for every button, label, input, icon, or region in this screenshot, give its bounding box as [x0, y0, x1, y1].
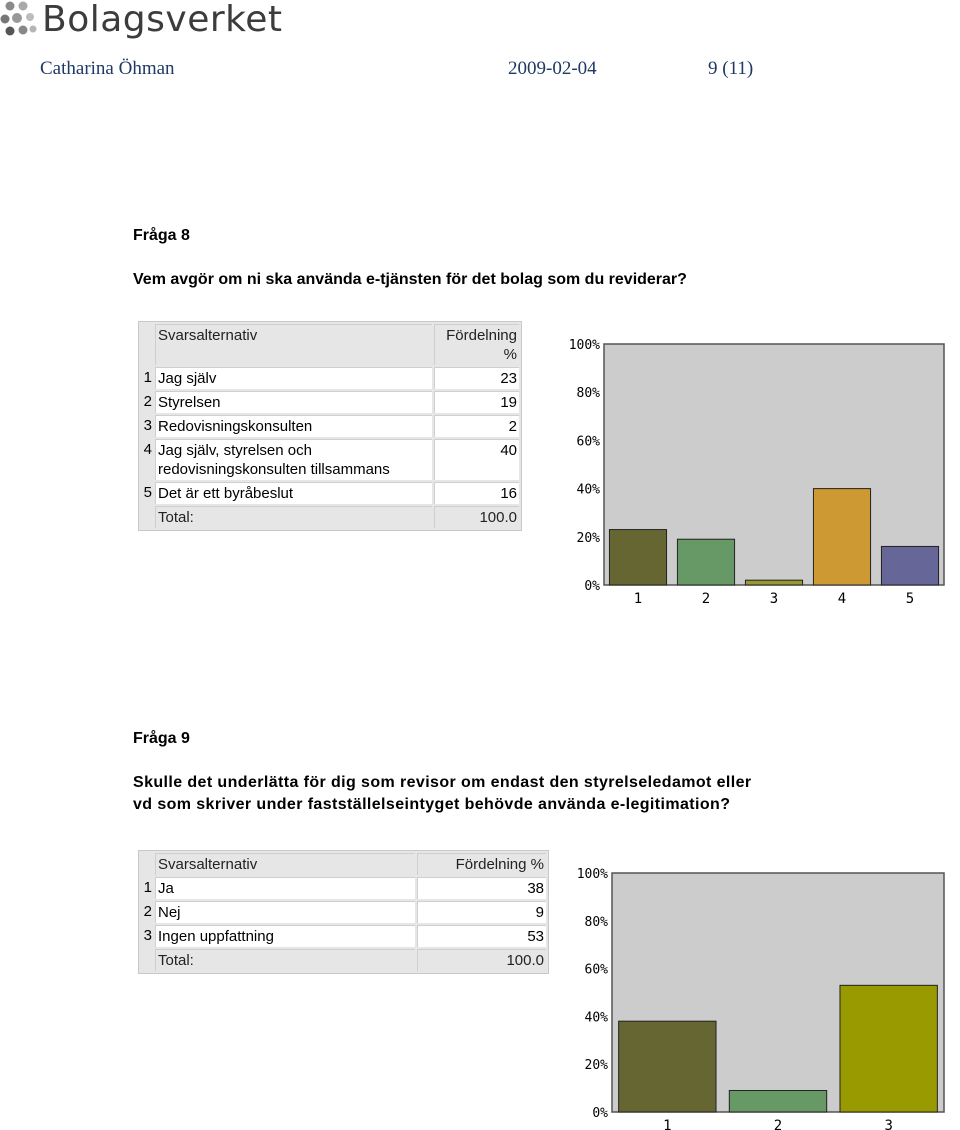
table-row: 5 Det är ett byråbeslut 16 [141, 482, 519, 504]
y-tick-label: 80% [584, 914, 608, 930]
x-tick-label: 4 [837, 591, 847, 607]
question-8-table [138, 321, 522, 531]
y-tick-label: 20% [584, 1058, 608, 1074]
y-tick-label: 100% [568, 338, 600, 353]
question-9-table [138, 850, 549, 974]
question-8-text: Vem avgör om ni ska använda e-tjänsten för det bolag som du reviderar? [133, 271, 687, 288]
table-row: 1 Jag själv 23 [141, 367, 519, 389]
table-header-row [141, 324, 519, 365]
y-tick-label: 40% [576, 482, 600, 498]
table-row: 2 Styrelsen 19 [141, 391, 519, 413]
y-tick-label: 0% [584, 579, 600, 594]
x-tick-label: 2 [701, 591, 711, 607]
total-value: 100.0 [434, 506, 519, 528]
x-tick-label: 3 [884, 1118, 893, 1130]
question-9-text-line-1: Skulle det underlätta för dig som revisor om endast den styrelseledamot eller [133, 774, 752, 791]
y-tick-label: 20% [576, 530, 600, 546]
question-9-label: Fråga 9 [133, 730, 190, 747]
y-tick-label: 60% [584, 962, 608, 978]
bar [813, 489, 870, 585]
table-total-row [141, 949, 546, 971]
logo-dots-icon [0, 0, 40, 44]
y-tick-label: 80% [576, 386, 600, 402]
x-tick-label: 5 [905, 591, 915, 607]
column-header-percent: Fördelning % [417, 853, 546, 875]
y-tick-label: 100% [576, 867, 608, 882]
x-tick-label: 2 [773, 1118, 783, 1130]
x-tick-label: 3 [769, 591, 779, 607]
total-label: Total: [155, 506, 432, 528]
header-author: Catharina Öhman [40, 58, 175, 79]
header-date: 2009-02-04 [508, 58, 597, 79]
bar [729, 1090, 826, 1112]
column-header-option: Svarsalternativ [155, 853, 415, 875]
table-total-row [141, 506, 519, 528]
header-page-number: 9 (11) [708, 58, 754, 79]
question-9-text-line-2: vd som skriver under fastställelseintyget behövde använda e-legitimation? [133, 796, 731, 813]
y-tick-label: 40% [584, 1010, 608, 1026]
row-label-multiline: Jag själv, styrelsen och redovisningskonsulten tillsammans [155, 439, 432, 480]
x-tick-label: 1 [633, 591, 643, 607]
table-row: 3 Ingen uppfattning 53 [141, 925, 546, 947]
x-tick-label: 1 [663, 1118, 672, 1130]
bar [840, 985, 937, 1112]
y-tick-label: 60% [576, 434, 600, 450]
table-header-row [141, 853, 546, 875]
table-row: 3 Redovisningskonsulten 2 [141, 415, 519, 437]
brand-name: Bolagsverket [42, 0, 283, 40]
y-tick-label: 0% [592, 1106, 608, 1121]
bar [619, 1021, 716, 1112]
column-header-option: Svarsalternativ [155, 324, 432, 365]
bar [745, 580, 802, 585]
column-header-percent: Fördelning % [434, 324, 519, 365]
bar [609, 530, 666, 585]
table-row: 4 Jag själv, styrelsen och redovisningskonsulten tillsammans 40 [141, 439, 519, 480]
table-row: 1 Ja 38 [141, 877, 546, 899]
question-9-bar-chart [566, 858, 956, 1130]
bar [677, 539, 734, 585]
table-row: 2 Nej 9 [141, 901, 546, 923]
question-8-label: Fråga 8 [133, 227, 190, 244]
bar [881, 546, 938, 585]
total-value: 100.0 [417, 949, 546, 971]
total-label: Total: [155, 949, 415, 971]
question-8-bar-chart [556, 330, 956, 606]
